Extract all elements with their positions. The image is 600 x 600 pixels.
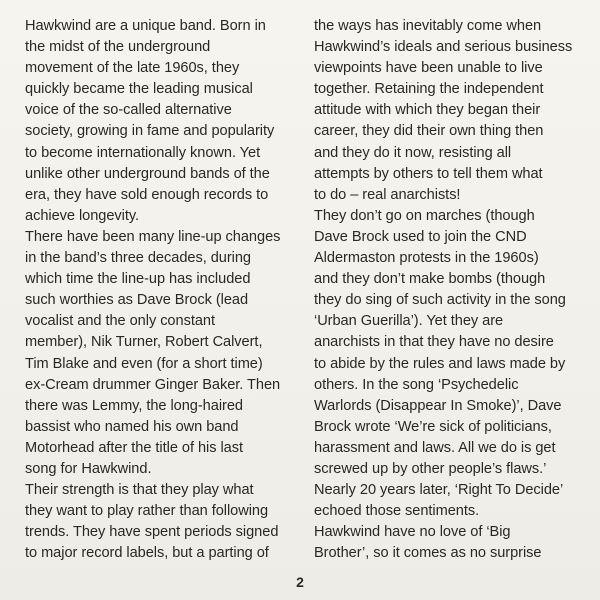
- text-line: Warlords (Disappear In Smoke)’, Dave: [314, 397, 562, 414]
- text-line: movement of the late 1960s, they: [25, 60, 240, 77]
- text-line: harassment and laws. All we do is get: [314, 439, 556, 456]
- text-line: together. Retaining the independent: [314, 81, 544, 98]
- text-line: anarchists in that they have no desire: [314, 334, 554, 351]
- text-line: unlike other underground bands of the: [25, 165, 270, 182]
- page-number: 2: [296, 574, 304, 590]
- text-line: viewpoints have been unable to live: [314, 60, 543, 77]
- text-line: voice of the so-called alternative: [25, 102, 232, 119]
- text-line: echoed those sentiments.: [314, 503, 480, 520]
- text-line: vocalist and the only constant: [25, 313, 215, 330]
- text-line: Tim Blake and even (for a short time): [25, 355, 263, 372]
- right-text-column: [314, 16, 580, 564]
- text-line: in the band’s three decades, during: [25, 250, 251, 267]
- text-line: they do sing of such activity in the song: [314, 292, 566, 309]
- text-line: member), Nik Turner, Robert Calvert,: [25, 334, 263, 351]
- text-line: to become internationally known. Yet: [25, 144, 261, 161]
- text-line: to do – real anarchists!: [314, 186, 461, 203]
- text-line: trends. They have spent periods signed: [25, 524, 279, 541]
- text-line: attempts by others to tell them what: [314, 165, 543, 182]
- text-line: song for Hawkwind.: [25, 460, 152, 477]
- text-line: to abide by the rules and laws made by: [314, 355, 566, 372]
- text-line: the ways has inevitably come when: [314, 18, 542, 34]
- text-line: career, they did their own thing then: [314, 123, 544, 140]
- text-line: Brother’, so it comes as no surprise: [314, 545, 542, 562]
- text-line: Dave Brock used to join the CND: [314, 228, 527, 245]
- text-line: Aldermaston protests in the 1960s): [314, 250, 539, 267]
- text-line: attitude with which they began their: [314, 102, 541, 119]
- text-line: others. In the song ‘Psychedelic: [314, 376, 519, 393]
- text-line: society, growing in fame and popularity: [25, 123, 275, 140]
- text-line: which time the line-up has included: [25, 271, 251, 288]
- text-line: era, they have sold enough records to: [25, 186, 269, 203]
- text-line: such worthies as Dave Brock (lead: [25, 292, 249, 309]
- text-line: Nearly 20 years later, ‘Right To Decide’: [314, 482, 564, 499]
- text-line: ‘Urban Guerilla’). Yet they are: [314, 313, 504, 330]
- text-line: Motorhead after the title of his last: [25, 439, 243, 456]
- text-line: bassist who named his own band: [25, 418, 239, 435]
- left-text-column: [25, 16, 290, 564]
- text-line: There have been many line-up changes: [25, 228, 281, 245]
- text-line: and they do it now, resisting all: [314, 144, 512, 161]
- text-line: and they don’t make bombs (though: [314, 271, 546, 288]
- text-line: achieve longevity.: [25, 207, 140, 224]
- text-line: they want to play rather than following: [25, 503, 269, 520]
- text-line: ex-Cream drummer Ginger Baker. Then: [25, 376, 281, 393]
- text-line: screwed up by other people’s flaws.’: [314, 460, 547, 477]
- text-line: Hawkwind’s ideals and serious business: [314, 39, 573, 56]
- text-line: Hawkwind have no love of ‘Big: [314, 524, 511, 541]
- text-line: Their strength is that they play what: [25, 482, 254, 499]
- text-line: Hawkwind are a unique band. Born in: [25, 18, 266, 34]
- text-line: Brock wrote ‘We’re sick of politicians,: [314, 418, 552, 435]
- text-line: to major record labels, but a parting of: [25, 545, 269, 562]
- text-line: the midst of the underground: [25, 39, 211, 56]
- text-line: quickly became the leading musical: [25, 81, 253, 98]
- text-line: there was Lemmy, the long-haired: [25, 397, 243, 414]
- text-line: They don’t go on marches (though: [314, 207, 535, 224]
